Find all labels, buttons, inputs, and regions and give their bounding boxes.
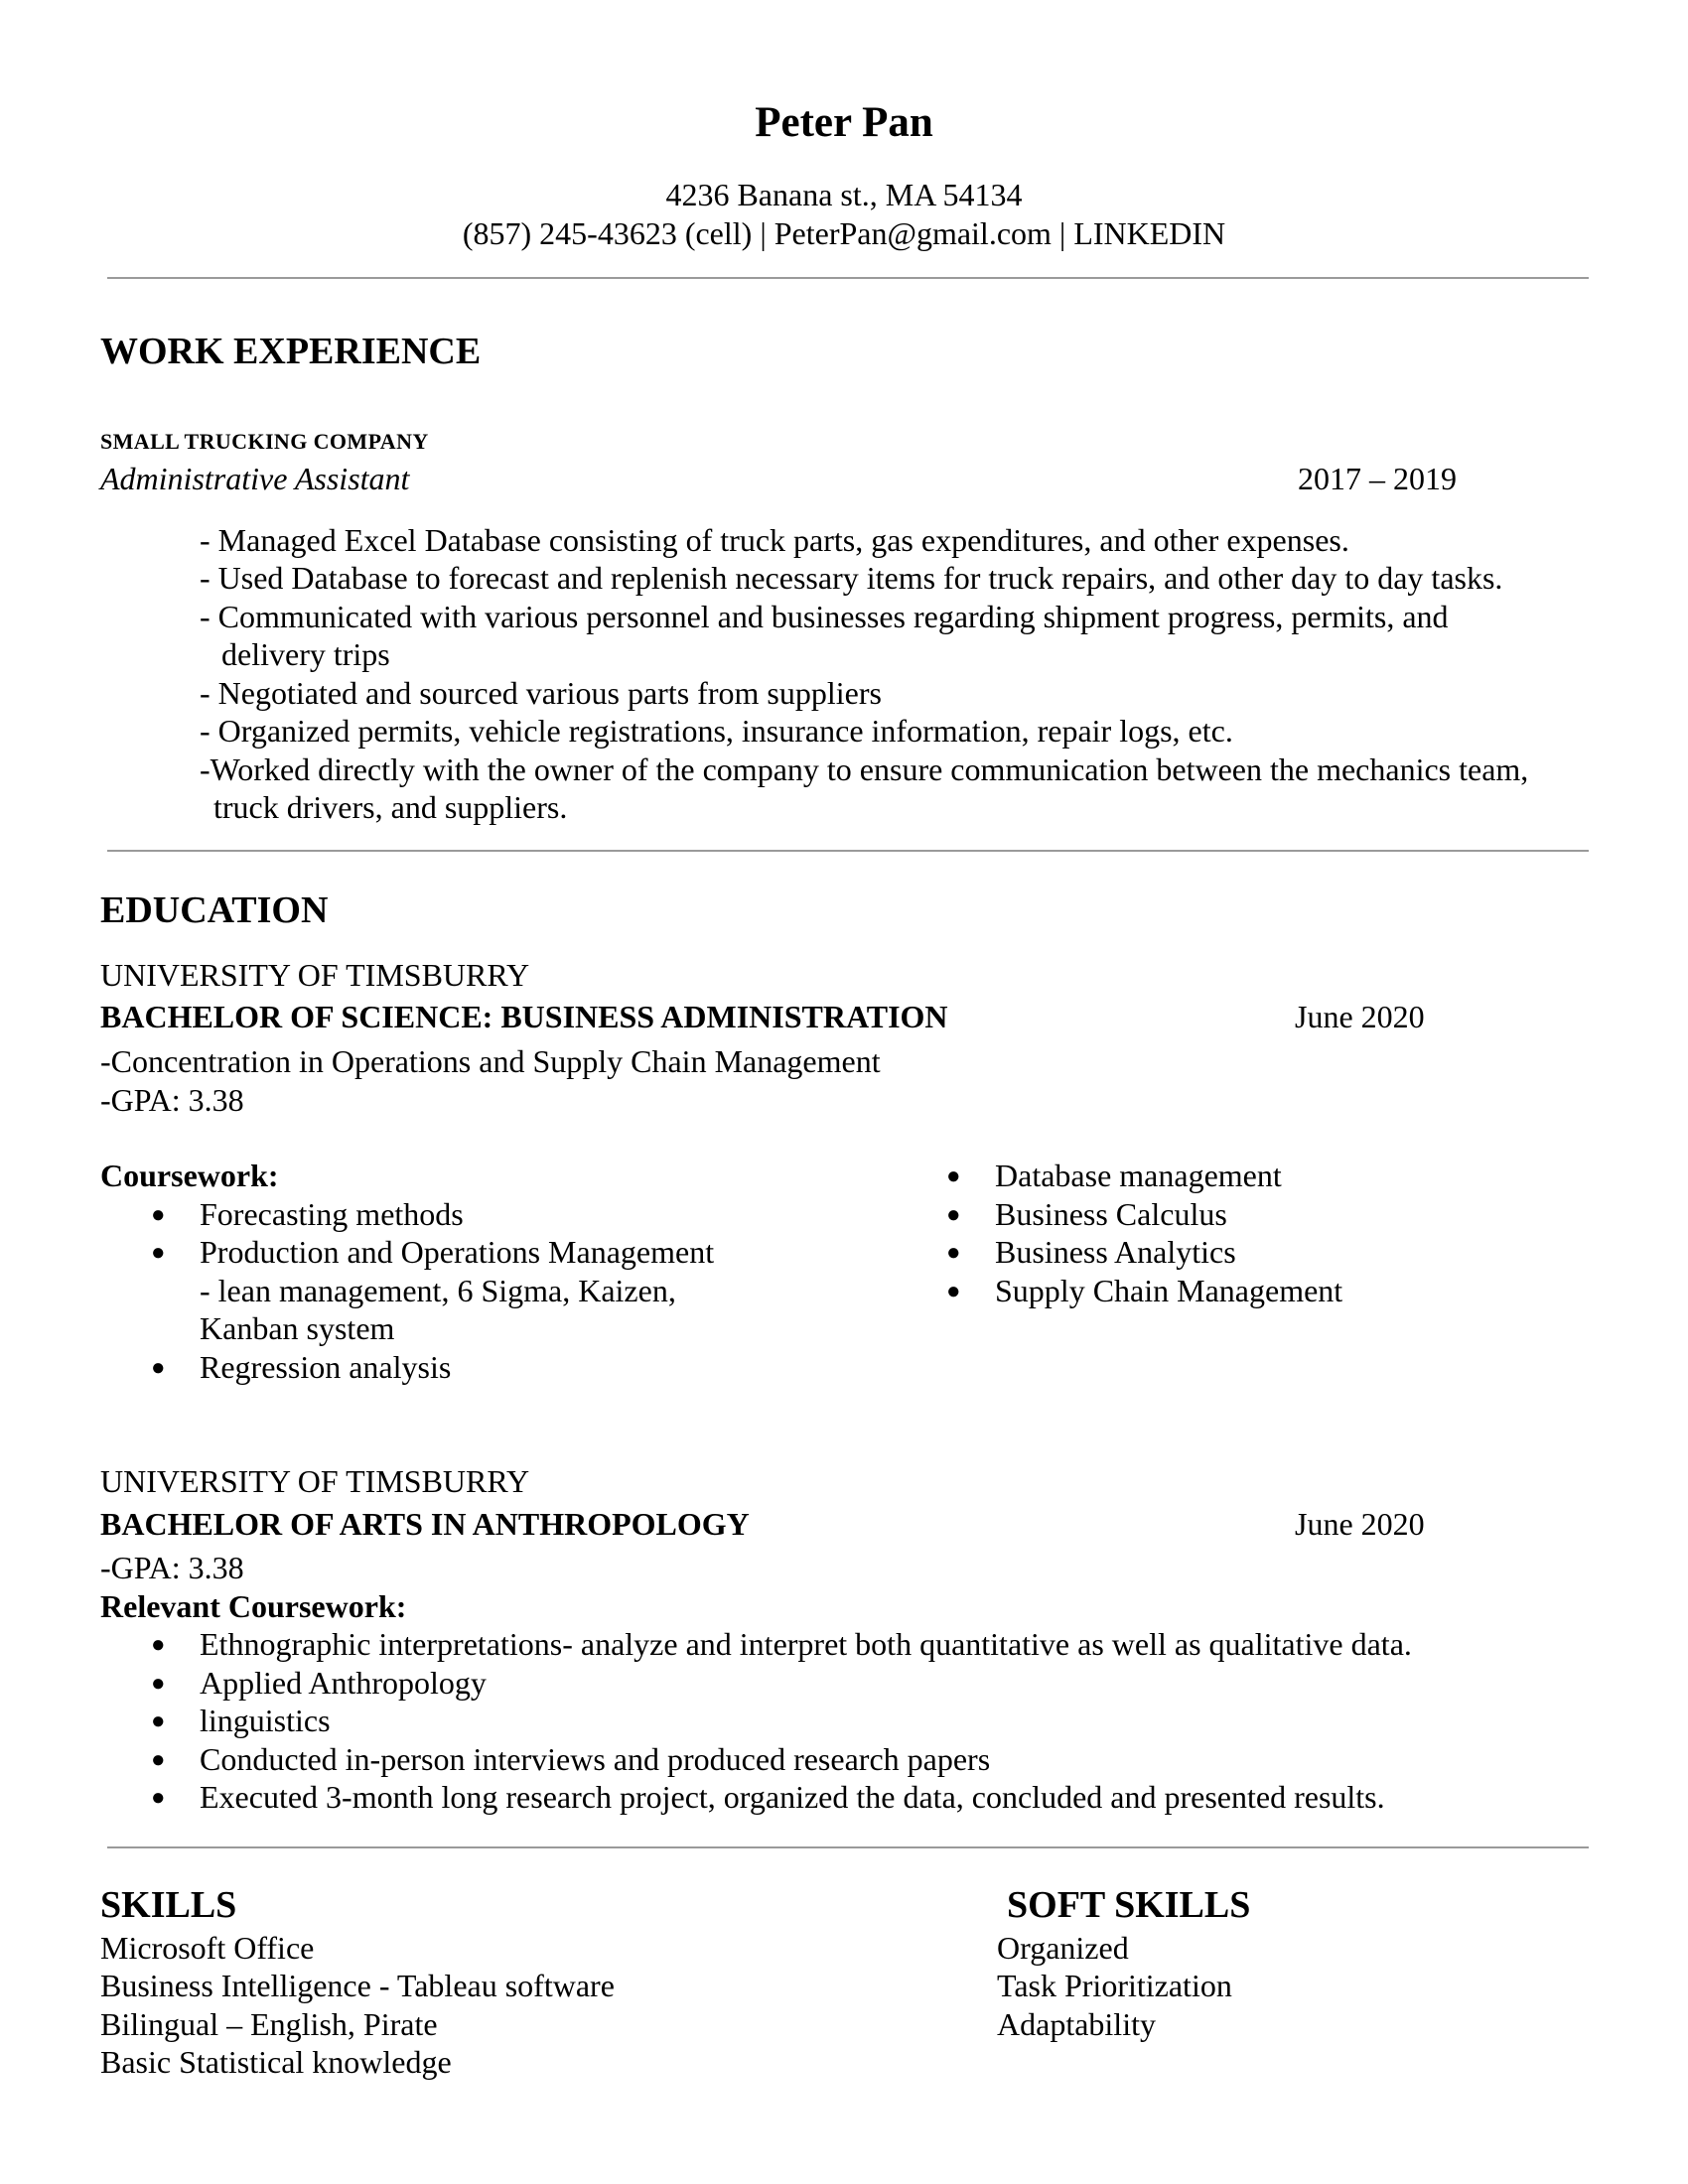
education-heading: EDUCATION <box>100 889 329 931</box>
skill-item: Basic Statistical knowledge <box>100 2044 452 2080</box>
resume-name: Peter Pan <box>755 99 933 146</box>
work-divider <box>107 850 1589 852</box>
degree-gpa: -GPA: 3.38 <box>100 1550 244 1585</box>
bullet-icon: ● <box>151 1671 166 1697</box>
soft-skill-item: Organized <box>997 1930 1129 1966</box>
coursework-item: linguistics <box>200 1703 331 1738</box>
education-divider <box>107 1846 1589 1848</box>
job-title: Administrative Assistant <box>100 461 410 496</box>
coursework-subitem: - lean management, 6 Sigma, Kaizen, <box>200 1273 676 1308</box>
coursework-item: Forecasting methods <box>200 1196 464 1232</box>
job-duty-line: -Worked directly with the owner of the company to ensure communication between the mechanics team, <box>200 751 1529 787</box>
job-duty-line: - Negotiated and sourced various parts from suppliers <box>200 675 882 711</box>
skill-item: Business Intelligence - Tableau software <box>100 1968 615 2003</box>
degree-title: BACHELOR OF SCIENCE: BUSINESS ADMINISTRATION <box>100 999 948 1034</box>
bullet-icon: ● <box>151 1632 166 1658</box>
address-line: 4236 Banana st., MA 54134 <box>665 177 1023 212</box>
degree-title: BACHELOR OF ARTS IN ANTHROPOLOGY <box>100 1506 750 1542</box>
job-duty-line: - Communicated with various personnel and businesses regarding shipment progress, permits, and <box>200 599 1449 634</box>
relevant-coursework-label: Relevant Coursework: <box>100 1588 407 1624</box>
skill-item: Microsoft Office <box>100 1930 315 1966</box>
bullet-icon: ● <box>151 1355 166 1381</box>
school-name: UNIVERSITY OF TIMSBURRY <box>100 1463 530 1499</box>
soft-skill-item: Adaptability <box>997 2006 1156 2042</box>
coursework-item: Executed 3-month long research project, organized the data, concluded and presented results. <box>200 1779 1385 1815</box>
job-duty-line: - Used Database to forecast and replenish necessary items for truck repairs, and other day to day tasks. <box>200 560 1503 596</box>
coursework-item: Applied Anthropology <box>200 1665 487 1701</box>
company-name: SMALL TRUCKING COMPANY <box>100 429 429 454</box>
skill-item: Bilingual – English, Pirate <box>100 2006 438 2042</box>
coursework-item: Business Analytics <box>995 1234 1236 1270</box>
degree-date: June 2020 <box>1295 1506 1425 1542</box>
coursework-item: Conducted in-person interviews and produced research papers <box>200 1741 991 1777</box>
bullet-icon: ● <box>946 1279 961 1304</box>
bullet-icon: ● <box>151 1202 166 1228</box>
job-duty-line: - Managed Excel Database consisting of truck parts, gas expenditures, and other expenses. <box>200 522 1349 558</box>
coursework-label: Coursework: <box>100 1158 279 1193</box>
header-divider <box>107 277 1589 279</box>
coursework-item: Supply Chain Management <box>995 1273 1343 1308</box>
bullet-icon: ● <box>946 1240 961 1266</box>
work-experience-heading: WORK EXPERIENCE <box>100 331 482 372</box>
job-duty-line: truck drivers, and suppliers. <box>213 789 568 825</box>
job-duty-line: - Organized permits, vehicle registrations, insurance information, repair logs, etc. <box>200 713 1233 749</box>
coursework-item: Database management <box>995 1158 1282 1193</box>
coursework-item: Ethnographic interpretations- analyze and interpret both quantitative as well as qualitative data. <box>200 1626 1412 1662</box>
bullet-icon: ● <box>151 1785 166 1811</box>
coursework-item: Production and Operations Management <box>200 1234 715 1270</box>
job-duty-line: delivery trips <box>221 636 390 672</box>
degree-concentration: -Concentration in Operations and Supply Chain Management <box>100 1043 881 1079</box>
contact-line: (857) 245-43623 (cell) | PeterPan@gmail.com | LINKEDIN <box>462 215 1226 251</box>
degree-gpa: -GPA: 3.38 <box>100 1082 244 1118</box>
bullet-icon: ● <box>151 1708 166 1734</box>
coursework-item: Regression analysis <box>200 1349 452 1385</box>
school-name: UNIVERSITY OF TIMSBURRY <box>100 957 530 993</box>
degree-date: June 2020 <box>1295 999 1425 1034</box>
coursework-item: Business Calculus <box>995 1196 1227 1232</box>
soft-skills-heading: SOFT SKILLS <box>1007 1884 1251 1926</box>
job-dates: 2017 – 2019 <box>1298 461 1457 496</box>
bullet-icon: ● <box>946 1202 961 1228</box>
coursework-subitem: Kanban system <box>200 1310 395 1346</box>
bullet-icon: ● <box>151 1240 166 1266</box>
skills-heading: SKILLS <box>100 1884 237 1926</box>
soft-skill-item: Task Prioritization <box>997 1968 1232 2003</box>
bullet-icon: ● <box>946 1163 961 1189</box>
bullet-icon: ● <box>151 1747 166 1773</box>
